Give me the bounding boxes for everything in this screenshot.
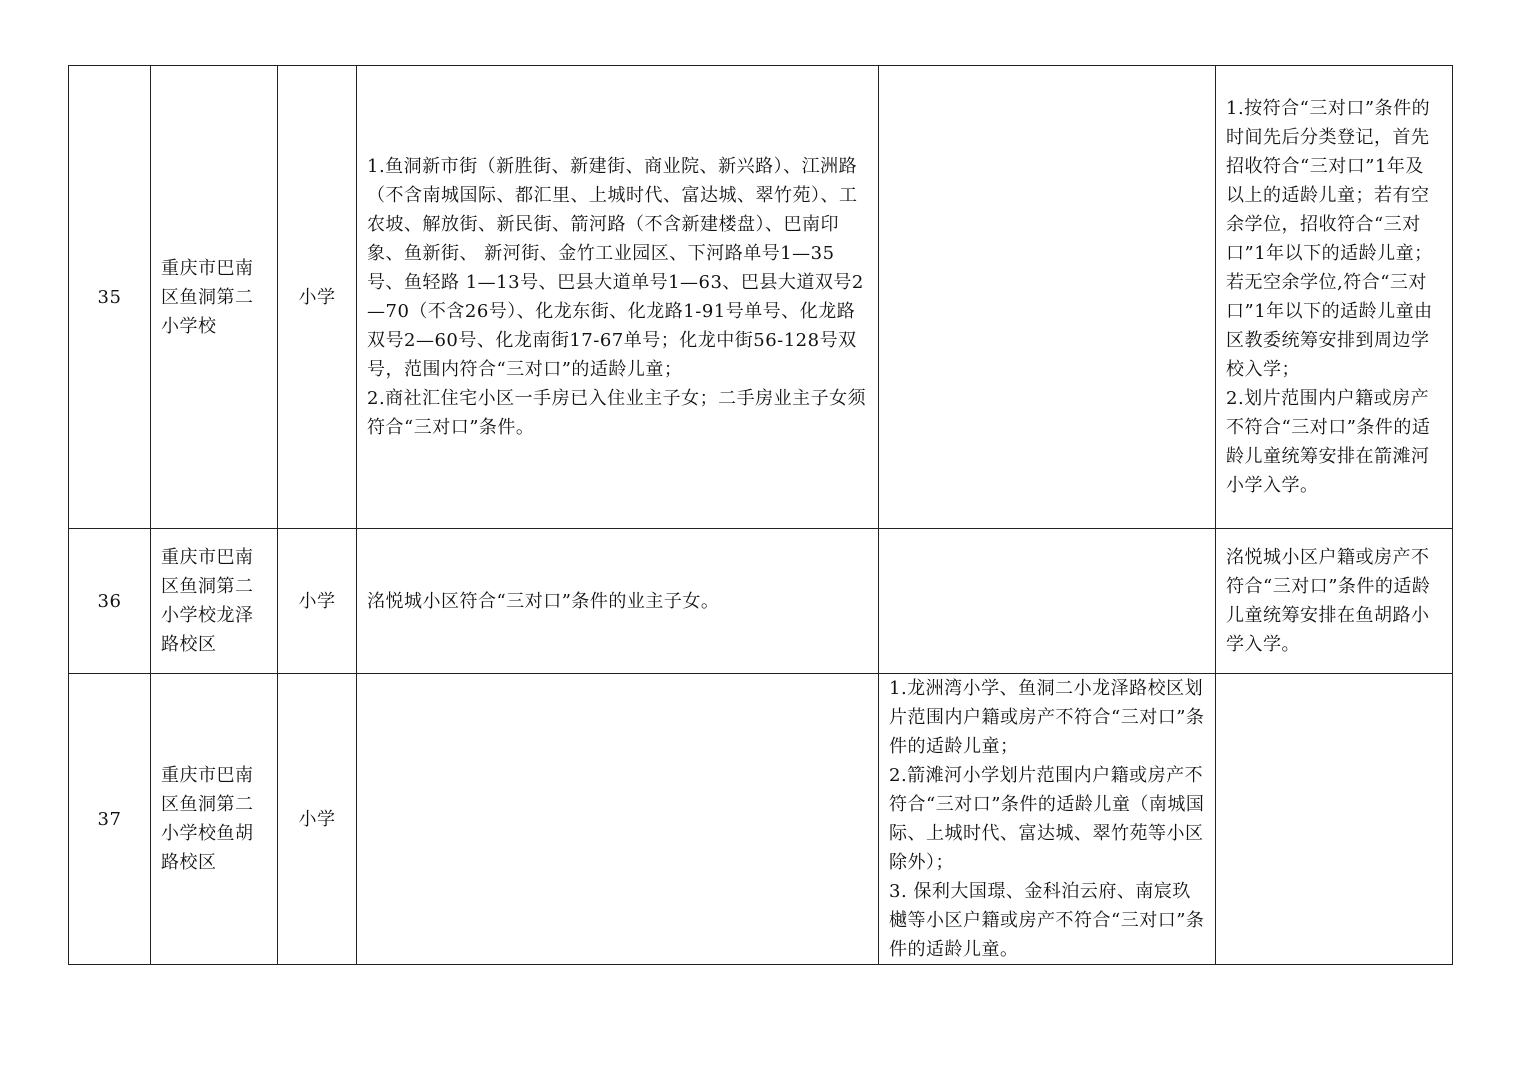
zone-description	[357, 66, 879, 529]
school-name: 重庆市巴南区鱼洞第二小学校	[151, 66, 278, 529]
school-type: 小学	[278, 66, 357, 529]
remarks	[1216, 66, 1453, 529]
overflow-zone	[879, 674, 1216, 965]
table-row	[69, 66, 1453, 529]
zone-description	[357, 674, 879, 965]
overflow-zone	[879, 66, 1216, 529]
remark-item: 2.划片范围内户籍或房产不符合“三对口”条件的适龄儿童统筹安排在箭滩河小学入学。	[1226, 388, 1431, 496]
row-number: 35	[69, 66, 151, 529]
school-name: 重庆市巴南区鱼洞第二小学校鱼胡路校区	[151, 674, 278, 965]
school-type: 小学	[278, 529, 357, 674]
row-number: 37	[69, 674, 151, 965]
table-row	[69, 674, 1453, 965]
zone-item: 1.鱼洞新市街（新胜街、新建街、商业院、新兴路）、江洲路（不含南城国际、都汇里、上城时代、富达城、翠竹苑）、工农坡、解放街、新民街、箭河路（不含新建楼盘）、巴南印象、鱼新街、 新河街、金竹工业园区、下河路单号1—35号、鱼轻路 1—13号、巴县大道单号1—63、巴县大道双号2—70（不含26号）、化龙东街、化龙路1-91号单号、化龙路双号2—60号、化龙南街17-67单号；化龙中街56-128号双号，范围内符合“三对口”的适龄儿童；	[367, 156, 864, 380]
zone-item: 2.商社汇住宅小区一手房已入住业主子女；二手房业主子女须符合“三对口”条件。	[367, 388, 867, 438]
overflow-item: 2.箭滩河小学划片范围内户籍或房产不符合“三对口”条件的适龄儿童（南城国际、上城时代、富达城、翠竹苑等小区除外）；	[889, 765, 1205, 873]
school-name: 重庆市巴南区鱼洞第二小学校龙泽路校区	[151, 529, 278, 674]
remarks	[1216, 674, 1453, 965]
school-type: 小学	[278, 674, 357, 965]
enrollment-table	[68, 65, 1453, 965]
remark-item: 1.按符合“三对口”条件的时间先后分类登记，首先招收符合“三对口”1年及以上的适龄儿童；若有空余学位，招收符合“三对口”1年以下的适龄儿童；若无空余学位,符合“三对口”1年以下的适龄儿童由区教委统筹安排到周边学校入学；	[1226, 98, 1433, 380]
overflow-zone	[879, 529, 1216, 674]
row-number: 36	[69, 529, 151, 674]
table-row	[69, 529, 1453, 674]
zone-description: 洺悦城小区符合“三对口”条件的业主子女。	[357, 529, 879, 674]
remarks: 洺悦城小区户籍或房产不符合“三对口”条件的适龄儿童统筹安排在鱼胡路小学入学。	[1216, 529, 1453, 674]
overflow-item: 3. 保利大国璟、金科泊云府、南宸玖樾等小区户籍或房产不符合“三对口”条件的适龄儿童。	[889, 881, 1205, 960]
overflow-item: 1.龙洲湾小学、鱼洞二小龙泽路校区划片范围内户籍或房产不符合“三对口”条件的适龄儿童；	[889, 678, 1205, 757]
